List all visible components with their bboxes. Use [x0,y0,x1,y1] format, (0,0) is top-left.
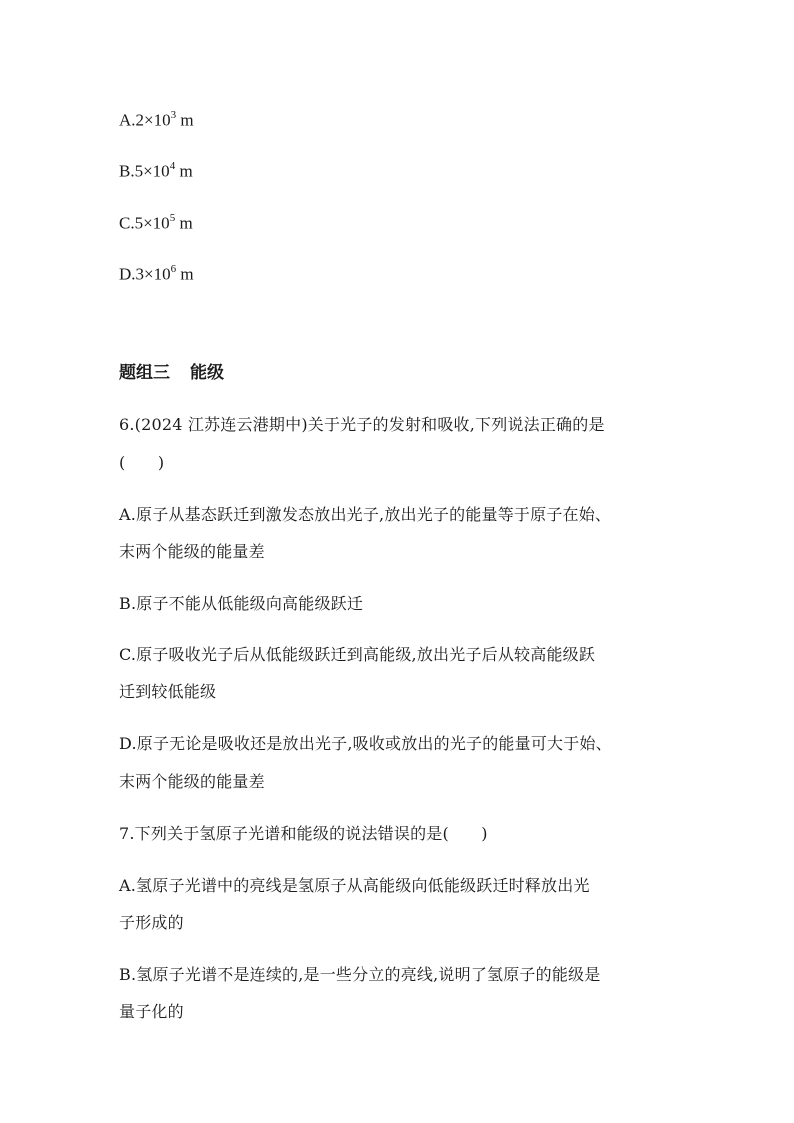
option-unit: m [175,161,193,181]
section-group-label: 题组三 [119,363,170,383]
option-base: C.5×10 [119,213,170,233]
q6-stem: 6.(2024 江苏连云港期中)关于光子的发射和吸收,下列说法正确的是 [119,415,605,434]
q6-option-c-cont: 迁到较低能级 [119,682,217,701]
q6-option-a: A.原子从基态跃迁到激发态放出光子,放出光子的能量等于原子在始、 [119,505,612,524]
q5-option-b [119,157,193,182]
q6-option-c: C.原子吸收光子后从低能级跃迁到高能级,放出光子后从较高能级跃 [119,645,596,664]
option-base: D.3×10 [119,264,171,284]
q5-option-d [119,260,194,285]
q7-option-b: B.氢原子光谱不是连续的,是一些分立的亮线,说明了氢原子的能级是 [119,965,601,984]
q6-option-d-cont: 末两个能级的能量差 [119,772,265,791]
q7-option-a: A.氢原子光谱中的亮线是氢原子从高能级向低能级跃迁时释放出光 [119,876,590,895]
q6-answer-blank: ( ) [119,453,165,472]
option-unit: m [176,110,194,130]
q5-option-c [119,209,193,234]
option-exponent: 5 [169,212,176,224]
q6-option-a-cont: 末两个能级的能量差 [119,542,265,561]
q6-option-d: D.原子无论是吸收还是放出光子,吸收或放出的光子的能量可大于始、 [119,734,612,753]
option-exponent: 6 [170,263,177,275]
option-exponent: 4 [169,160,176,172]
option-unit: m [175,213,193,233]
q7-option-b-cont: 量子化的 [119,1002,184,1021]
option-base: A.2×10 [119,110,171,130]
section-heading [119,363,224,383]
option-exponent: 3 [170,109,177,121]
q7-stem: 7.下列关于氢原子光谱和能级的说法错误的是( ) [119,824,488,843]
q6-option-b: B.原子不能从低能级向高能级跃迁 [119,594,364,613]
option-unit: m [176,264,194,284]
q5-option-a [119,106,194,131]
option-base: B.5×10 [119,161,170,181]
section-topic-label: 能级 [190,363,224,383]
q7-option-a-cont: 子形成的 [119,913,184,932]
